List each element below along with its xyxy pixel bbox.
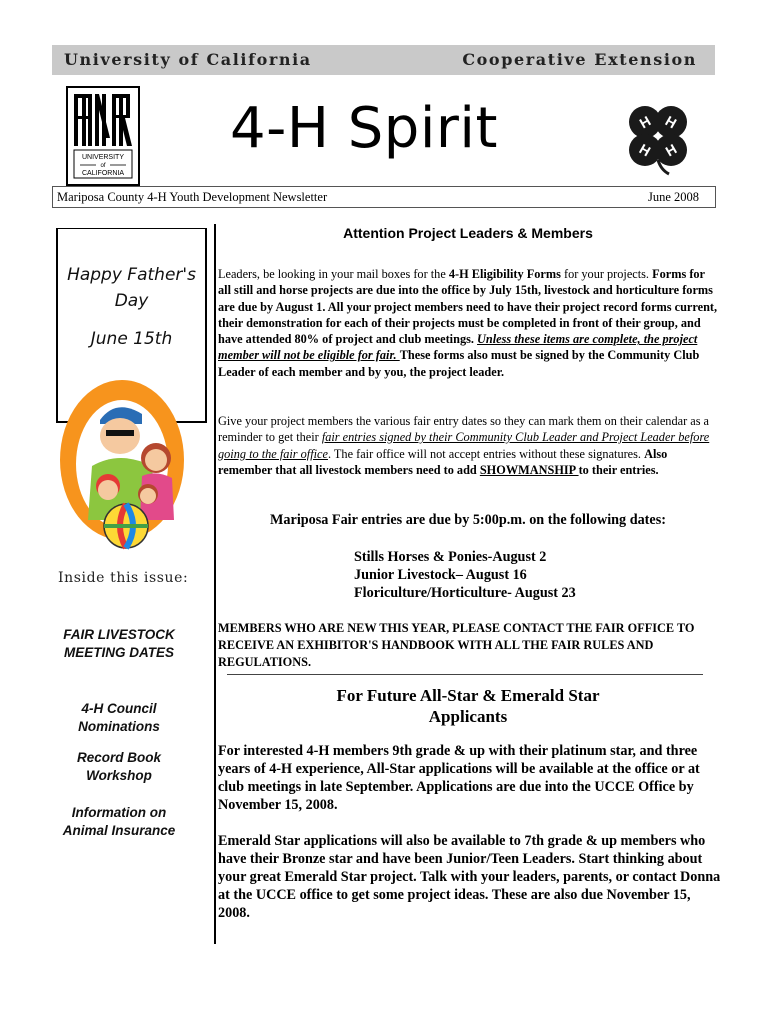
family-illustration [56,380,206,556]
text-run: for your projects. [560,267,653,281]
eligibility-paragraph [218,266,718,380]
fair-dates-list [354,548,576,602]
header-banner [52,45,715,75]
text-run: Leaders, be looking in your mail boxes for the [218,267,449,281]
toc-line: Information on [71,805,167,820]
signature-requirement: fair entries signed by their Community Club Leader and Project Leader before going to the fair office [218,430,710,461]
allstar-paragraph: For interested 4-H members 9th grade & up with their platinum star, and three years of 4-H experience, All-Star applications will be available at the office or at club meetings in late September. Applications are due into the UCCE Office by November 15, 2008. [218,743,700,813]
logo-university-3: CALIFORNIA [81,170,125,177]
text-run: These forms also must be signed by the Community Club Leader of each member and by you, the project leader. [218,348,700,379]
emerald-star-paragraph: Emerald Star applications will also be available to 7th grade & up members who have their Bronze star and have been Junior/Teen Leaders. Start thinking about your great Emerald Star project. Talk with your leaders, parents, or contact Donna at the UCCE office to get some project ideas. These are also due November 15, 2008. [218,833,721,921]
eligibility-warning: Unless these items are complete, the project member will not be eligible for fair. [218,332,698,363]
toc-item-animal-insurance[interactable] [52,804,186,840]
issue-date: June 2008 [647,190,699,204]
section-heading-allstar [218,685,718,727]
svg-text:H: H [662,140,680,160]
logo-university-1: UNIVERSITY [81,154,125,161]
toc-line: Workshop [86,768,152,783]
section-heading-attention: Attention Project Leaders & Members [343,225,593,241]
text-run: to their entries. [578,462,659,477]
fair-date-item: Floriculture/Horticulture- August 23 [354,585,576,601]
fathers-day-date: June 15th [90,329,173,349]
svg-text:H: H [636,112,654,132]
newsletter-title: 4-H Spirit [230,96,498,161]
fathers-day-line2: Day [114,291,149,311]
section-divider [227,674,703,675]
fair-date-item: Stills Horses & Ponies-August 2 [354,549,547,565]
heading-line: For Future All-Star & Emerald Star [336,686,600,705]
fair-dates-heading: Mariposa Fair entries are due by 5:00p.m. on the following dates: [270,512,666,528]
fair-entries-paragraph [218,413,718,478]
toc-item-fair-livestock[interactable] [52,626,186,662]
toc-line: Animal Insurance [62,823,176,838]
toc-item-council-nominations[interactable] [52,700,186,736]
toc-line: 4-H Council [81,701,157,716]
logo-university-2: of [100,163,106,169]
new-members-notice: MEMBERS WHO ARE NEW THIS YEAR, PLEASE CONTACT THE FAIR OFFICE TO RECEIVE AN EXHIBITOR'S HANDBOOK WITH ALL THE FAIR RULES AND REGULATIONS. [218,621,695,669]
column-divider [214,224,216,944]
svg-text:H: H [636,140,654,160]
svg-text:H: H [662,112,680,132]
text-run: Forms for all still and horse projects are due into the office by July 15th, livestock and horticulture forms are due by August 1. All your project members need to have their project record forms current, their demonstration for each of their projects must be completed in front of their group, and have attended 80% of project and club meetings. [218,267,718,347]
showmanship-term: SHOWMANSHIP [479,462,579,477]
inside-issue-title: Inside this issue: [58,570,189,586]
toc-line: Record Book [76,750,161,765]
fathers-day-line1: Happy Father's [67,265,196,285]
text-run: . The fair office will not accept entries without these signatures. [327,446,645,461]
eligibility-forms-term: 4-H Eligibility Forms [448,267,561,281]
anr-logo [66,86,140,186]
toc-line: FAIR LIVESTOCK [63,627,175,642]
newsletter-name: Mariposa County 4-H Youth Development Newsletter [57,190,328,204]
heading-line: Applicants [428,707,508,726]
four-h-clover-icon [619,100,697,178]
toc-item-record-book[interactable] [52,749,186,785]
text-run: Also remember that all livestock members need to add [218,446,668,477]
newsletter-info-bar [52,186,716,208]
fair-date-item: Junior Livestock– August 16 [354,567,527,583]
text-run: Give your project members the various fair entry dates so they can mark them on their calendar as a reminder to get their [218,414,710,445]
toc-line: Nominations [78,719,160,734]
extension-label: Cooperative Extension [462,50,697,69]
university-label: University of California [64,50,312,69]
toc-line: MEETING DATES [63,645,174,660]
